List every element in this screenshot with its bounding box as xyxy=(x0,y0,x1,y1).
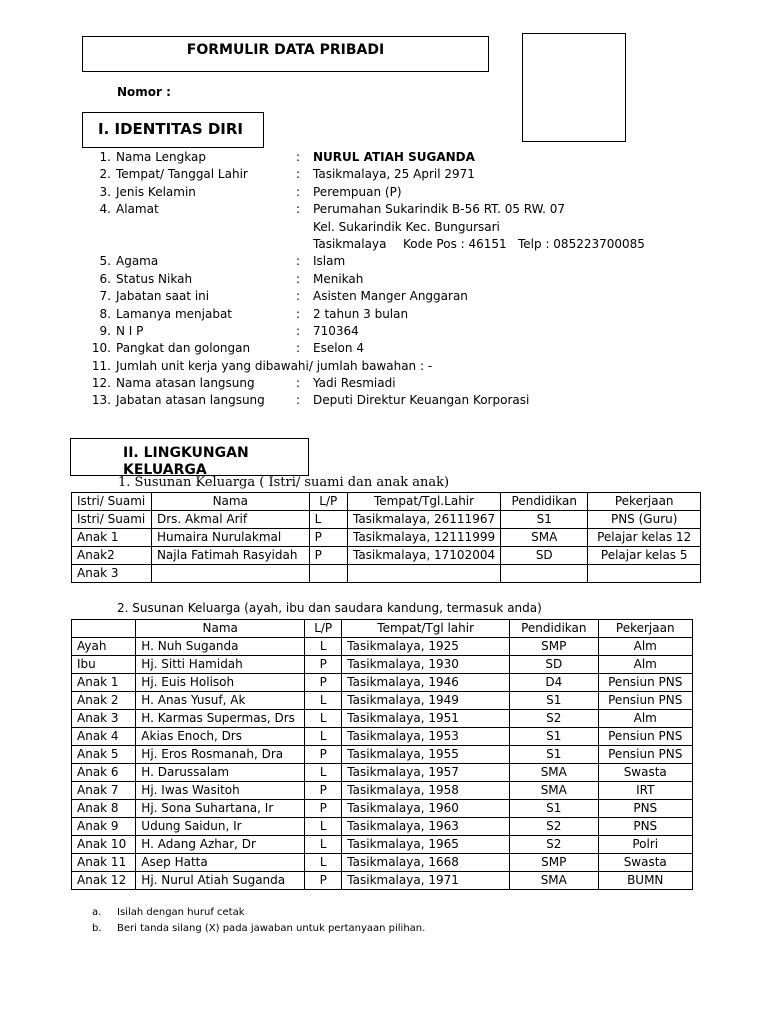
table-cell: Pensiun PNS xyxy=(598,728,693,746)
table-cell: Tasikmalaya, 1930 xyxy=(342,656,510,674)
table-cell: P xyxy=(305,800,342,818)
table-cell: L xyxy=(305,728,342,746)
table-cell: Hj. Nurul Atiah Suganda xyxy=(136,872,305,890)
table-cell: S1 xyxy=(510,692,598,710)
table-row xyxy=(72,782,693,800)
item-number: 13. xyxy=(91,393,111,408)
table-cell: H. Nuh Suganda xyxy=(136,638,305,656)
colon-separator: : xyxy=(296,341,301,356)
table-cell: Udung Saidun, Ir xyxy=(136,818,305,836)
table-cell: SMA xyxy=(510,764,598,782)
item-label: Jabatan atasan langsung xyxy=(116,393,265,408)
table-cell: Tasikmalaya, 26111967 xyxy=(347,511,500,529)
section-keluarga-title: II. LINGKUNGAN KELUARGA xyxy=(70,438,309,476)
table-cell: H. Adang Azhar, Dr xyxy=(136,836,305,854)
table-cell: Anak 5 xyxy=(72,746,136,764)
table-cell: Tasikmalaya, 1951 xyxy=(342,710,510,728)
table-cell: S1 xyxy=(510,728,598,746)
item-value: Menikah xyxy=(313,271,364,286)
table-cell: SMP xyxy=(510,638,598,656)
address-telp: Telp : 085223700085 xyxy=(518,236,645,251)
table-row xyxy=(72,764,693,782)
colon-separator: : xyxy=(296,306,301,321)
colon-separator: : xyxy=(296,271,301,286)
table2-caption: 2. Susunan Keluarga (ayah, ibu dan saudara kandung, termasuk anda) xyxy=(117,601,542,615)
table-cell: H. Anas Yusuf, Ak xyxy=(136,692,305,710)
item-number: 7. xyxy=(99,289,111,304)
identity-row xyxy=(85,184,725,201)
note-text: Isilah dengan huruf cetak xyxy=(117,907,245,918)
item-number: 10. xyxy=(91,341,111,356)
column-header: Nama xyxy=(151,493,309,511)
column-header: Istri/ Suami xyxy=(72,493,152,511)
table-cell: P xyxy=(305,872,342,890)
identity-row xyxy=(85,358,725,375)
address-value: Kel. Sukarindik Kec. Bungursari xyxy=(313,219,500,234)
table-cell: L xyxy=(305,692,342,710)
item-number: 9. xyxy=(99,323,111,338)
table-row xyxy=(72,547,701,565)
table-cell: Hj. Sona Suhartana, Ir xyxy=(136,800,305,818)
item-value: 2 tahun 3 bulan xyxy=(313,306,409,321)
colon-separator: : xyxy=(296,376,301,391)
table-cell: Anak 12 xyxy=(72,872,136,890)
table-cell: Tasikmalaya, 1963 xyxy=(342,818,510,836)
table-cell xyxy=(309,565,347,583)
item-number: 1. xyxy=(99,150,111,164)
table-cell: P xyxy=(305,746,342,764)
identity-row xyxy=(85,271,725,288)
table-row xyxy=(72,728,693,746)
table-cell: H. Darussalam xyxy=(136,764,305,782)
table-cell: Tasikmalaya, 17102004 xyxy=(347,547,500,565)
table-cell: Anak 3 xyxy=(72,710,136,728)
item-label: Agama xyxy=(116,254,159,269)
table-cell: Tasikmalaya, 1953 xyxy=(342,728,510,746)
item-value: Islam xyxy=(313,254,346,269)
note-marker: b. xyxy=(92,923,102,934)
table-row xyxy=(72,565,701,583)
item-label: Nama atasan langsung xyxy=(116,376,255,391)
table-cell: L xyxy=(305,710,342,728)
table-cell: S1 xyxy=(501,511,588,529)
table-cell: Anak 9 xyxy=(72,818,136,836)
table-cell: Tasikmalaya, 1946 xyxy=(342,674,510,692)
address-kode-pos: Kode Pos : 46151 xyxy=(403,236,507,251)
address-line-3 xyxy=(85,236,725,253)
table-cell: PNS xyxy=(598,818,693,836)
table-row xyxy=(72,511,701,529)
table-cell xyxy=(347,565,500,583)
table-cell: Pelajar kelas 12 xyxy=(588,529,701,547)
table-row xyxy=(72,854,693,872)
item-value: Deputi Direktur Keuangan Korporasi xyxy=(313,393,530,408)
table-cell: Anak 3 xyxy=(72,565,152,583)
table-cell: Istri/ Suami xyxy=(72,511,152,529)
table-cell: Anak 8 xyxy=(72,800,136,818)
table-cell: Anak 4 xyxy=(72,728,136,746)
identity-row xyxy=(85,392,725,409)
item-label: Status Nikah xyxy=(116,271,193,286)
colon-separator: : xyxy=(296,289,301,304)
item-label: Jenis Kelamin xyxy=(116,184,196,199)
item-value: Perempuan (P) xyxy=(313,184,402,199)
table-cell: Tasikmalaya, 1925 xyxy=(342,638,510,656)
item-number: 8. xyxy=(99,306,111,321)
column-header: Pendidikan xyxy=(501,493,588,511)
table-row xyxy=(72,692,693,710)
table-cell: Anak 10 xyxy=(72,836,136,854)
table-cell: Pelajar kelas 5 xyxy=(588,547,701,565)
table-header-row xyxy=(72,620,693,638)
identity-row xyxy=(85,201,725,218)
table-row xyxy=(72,818,693,836)
table-cell: D4 xyxy=(510,674,598,692)
section-identitas-title: I. IDENTITAS DIRI xyxy=(82,112,264,148)
colon-separator: : xyxy=(296,150,301,164)
table-cell: Pensiun PNS xyxy=(598,674,693,692)
table-cell: Tasikmalaya, 1965 xyxy=(342,836,510,854)
item-label: Jabatan saat ini xyxy=(116,289,210,304)
table-cell: Humaira Nurulakmal xyxy=(151,529,309,547)
table-cell xyxy=(151,565,309,583)
table-cell: Hj. Euis Holisoh xyxy=(136,674,305,692)
item-number: 5. xyxy=(99,254,111,269)
identity-row xyxy=(85,288,725,305)
table-cell: Anak 11 xyxy=(72,854,136,872)
table-cell: P xyxy=(305,674,342,692)
item-value: Tasikmalaya, 25 April 2971 xyxy=(313,167,475,182)
table-cell: PNS (Guru) xyxy=(588,511,701,529)
table-cell: L xyxy=(305,818,342,836)
table-cell: Tasikmalaya, 1958 xyxy=(342,782,510,800)
item-label: Alamat xyxy=(116,202,159,217)
table-cell: Anak 6 xyxy=(72,764,136,782)
table-cell: Alm xyxy=(598,710,693,728)
table-cell: L xyxy=(309,511,347,529)
column-header: L/P xyxy=(309,493,347,511)
table-cell: Najla Fatimah Rasyidah xyxy=(151,547,309,565)
note-marker: a. xyxy=(92,907,102,918)
item-number: 11. xyxy=(91,358,111,373)
colon-separator: : xyxy=(296,167,301,182)
colon-separator: : xyxy=(296,184,301,199)
column-header: Pekerjaan xyxy=(588,493,701,511)
table-cell: Polri xyxy=(598,836,693,854)
item-number: 12. xyxy=(91,376,111,391)
address-city: Tasikmalaya xyxy=(313,236,387,251)
table-cell: SD xyxy=(501,547,588,565)
identity-row xyxy=(85,306,725,323)
item-value: Perumahan Sukarindik B-56 RT. 05 RW. 07 xyxy=(313,202,566,217)
item-number: 4. xyxy=(99,202,111,217)
table-cell xyxy=(501,565,588,583)
item-label: Jumlah unit kerja yang dibawahi/ jumlah bawahan : - xyxy=(116,358,433,373)
colon-separator: : xyxy=(296,323,301,338)
identity-row xyxy=(85,340,725,357)
table-cell: Pensiun PNS xyxy=(598,692,693,710)
identity-row xyxy=(85,375,725,392)
table-cell: Ayah xyxy=(72,638,136,656)
table-cell: Anak 1 xyxy=(72,674,136,692)
table-cell: Tasikmalaya, 1960 xyxy=(342,800,510,818)
item-value: Eselon 4 xyxy=(313,341,364,356)
table-cell: L xyxy=(305,854,342,872)
table-cell: Tasikmalaya, 1668 xyxy=(342,854,510,872)
table-cell: P xyxy=(305,656,342,674)
identity-row xyxy=(85,166,725,183)
column-header: Tempat/Tgl.Lahir xyxy=(347,493,500,511)
address-line-2 xyxy=(85,219,725,236)
table-cell: L xyxy=(305,764,342,782)
identity-list xyxy=(85,149,725,410)
table-cell: L xyxy=(305,836,342,854)
table-row xyxy=(72,674,693,692)
table-cell: H. Karmas Supermas, Drs xyxy=(136,710,305,728)
table-cell: Swasta xyxy=(598,764,693,782)
table-cell: SMA xyxy=(510,872,598,890)
item-number: 6. xyxy=(99,271,111,286)
column-header: Pendidikan xyxy=(510,620,598,638)
table-header-row xyxy=(72,493,701,511)
table-cell: S1 xyxy=(510,800,598,818)
item-label: N I P xyxy=(116,323,144,338)
item-label: Tempat/ Tanggal Lahir xyxy=(116,167,248,182)
table1-caption: 1. Susunan Keluarga ( Istri/ suami dan anak anak) xyxy=(118,475,450,490)
table-cell: SMA xyxy=(510,782,598,800)
identity-row xyxy=(85,323,725,340)
table-cell: Asep Hatta xyxy=(136,854,305,872)
colon-separator: : xyxy=(296,393,301,408)
note-text: Beri tanda silang (X) pada jawaban untuk pertanyaan pilihan. xyxy=(117,923,426,934)
table-row xyxy=(72,529,701,547)
item-label: Lamanya menjabat xyxy=(116,306,232,321)
table-cell: Tasikmalaya, 1971 xyxy=(342,872,510,890)
table-cell: SMA xyxy=(501,529,588,547)
table-cell: Alm xyxy=(598,656,693,674)
table-cell: Tasikmalaya, 1949 xyxy=(342,692,510,710)
table-cell: Anak 2 xyxy=(72,692,136,710)
table-cell: S1 xyxy=(510,746,598,764)
family-table-1 xyxy=(71,492,701,583)
table-cell: Swasta xyxy=(598,854,693,872)
column-header: Tempat/Tgl lahir xyxy=(342,620,510,638)
identity-row xyxy=(85,253,725,270)
table-cell: BUMN xyxy=(598,872,693,890)
item-label: Pangkat dan golongan xyxy=(116,341,251,356)
item-number: 3. xyxy=(99,184,111,199)
table-cell: P xyxy=(309,547,347,565)
table-cell: Ibu xyxy=(72,656,136,674)
table-cell: Akias Enoch, Drs xyxy=(136,728,305,746)
table-row xyxy=(72,872,693,890)
table-cell: Anak 7 xyxy=(72,782,136,800)
table-cell: S2 xyxy=(510,710,598,728)
form-title: FORMULIR DATA PRIBADI xyxy=(82,36,489,72)
item-value: Asisten Manger Anggaran xyxy=(313,289,468,304)
table-row xyxy=(72,656,693,674)
table-cell: Hj. Eros Rosmanah, Dra xyxy=(136,746,305,764)
item-number: 2. xyxy=(99,167,111,182)
identity-row xyxy=(85,149,725,166)
item-value: NURUL ATIAH SUGANDA xyxy=(313,150,475,164)
table-cell: Tasikmalaya, 1955 xyxy=(342,746,510,764)
table-row xyxy=(72,710,693,728)
column-header: Nama xyxy=(136,620,305,638)
item-label: Nama Lengkap xyxy=(116,150,206,164)
table-cell: S2 xyxy=(510,818,598,836)
column-header xyxy=(72,620,136,638)
table-cell: IRT xyxy=(598,782,693,800)
table-cell: Tasikmalaya, 1957 xyxy=(342,764,510,782)
table-row xyxy=(72,800,693,818)
table-cell: P xyxy=(305,782,342,800)
colon-separator: : xyxy=(296,254,301,269)
table-cell: Anak 1 xyxy=(72,529,152,547)
table-cell: L xyxy=(305,638,342,656)
item-value: 710364 xyxy=(313,323,359,338)
table-cell: Hj. Sitti Hamidah xyxy=(136,656,305,674)
table-cell: S2 xyxy=(510,836,598,854)
photo-placeholder xyxy=(522,33,626,142)
item-value: Yadi Resmiadi xyxy=(313,376,396,391)
column-header: Pekerjaan xyxy=(598,620,693,638)
table-cell: Alm xyxy=(598,638,693,656)
table-cell: Pensiun PNS xyxy=(598,746,693,764)
family-table-2 xyxy=(71,619,693,890)
table-row xyxy=(72,638,693,656)
table-cell: Drs. Akmal Arif xyxy=(151,511,309,529)
table-row xyxy=(72,836,693,854)
nomor-label: Nomor : xyxy=(117,85,171,99)
table-cell: SMP xyxy=(510,854,598,872)
table-cell: Anak2 xyxy=(72,547,152,565)
table-row xyxy=(72,746,693,764)
table-cell: SD xyxy=(510,656,598,674)
table-cell xyxy=(588,565,701,583)
colon-separator: : xyxy=(296,202,301,217)
column-header: L/P xyxy=(305,620,342,638)
table-cell: P xyxy=(309,529,347,547)
table-cell: Tasikmalaya, 12111999 xyxy=(347,529,500,547)
table-cell: Hj. Iwas Wasitoh xyxy=(136,782,305,800)
table-cell: PNS xyxy=(598,800,693,818)
